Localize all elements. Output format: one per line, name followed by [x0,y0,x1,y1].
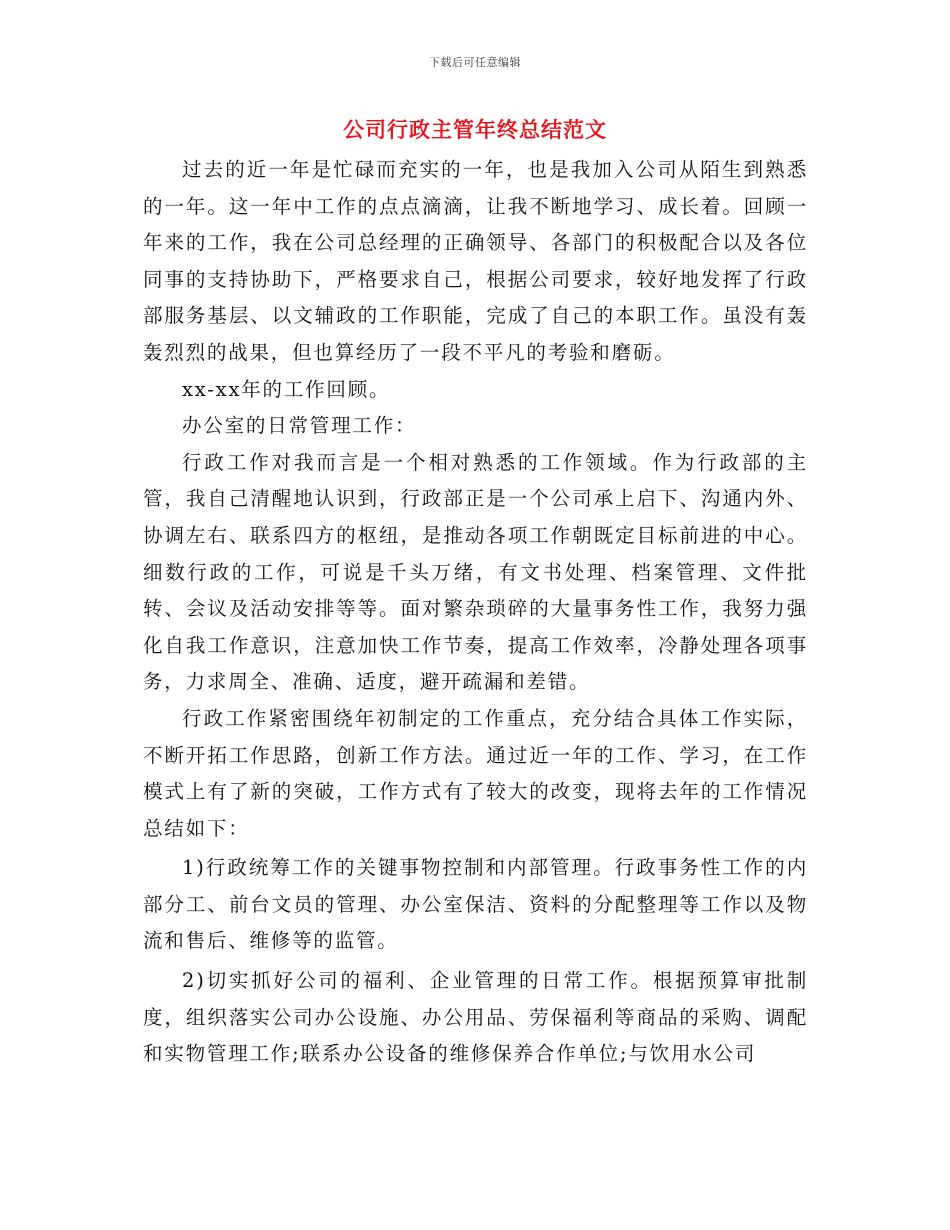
document-title: 公司行政主管年终总结范文 [343,117,607,142]
paragraph-work-summary: 行政工作紧密围绕年初制定的工作重点，充分结合具体工作实际，不断开拓工作思路，创新工作方法。通过近一年的工作、学习，在工作模式上有了新的突破，工作方式有了较大的改变，现将去年的工作情况总结如下： [143,706,808,840]
paragraph-item-1: 1)行政统筹工作的关键事物控制和内部管理。行政事务性工作的内部分工、前台文员的管理、办公室保洁、资料的分配整理等工作以及物流和售后、维修等的监管。 [143,856,808,953]
paragraph-intro: 过去的近一年是忙碌而充实的一年，也是我加入公司从陌生到熟悉的一年。这一年中工作的点点滴滴，让我不断地学习、成长着。回顾一年来的工作，我在公司总经理的正确领导、各部门的积极配合以及各位同事的支持协助下，严格要求自己，根据公司要求，较好地发挥了行政部服务基层、以文辅政的工作职能，完成了自己的本职工作。虽没有轰轰烈烈的战果，但也算经历了一段不平凡的考验和磨砺。 [143,158,808,364]
paragraph-admin-work: 行政工作对我而言是一个相对熟悉的工作领域。作为行政部的主管，我自己清醒地认识到，行政部正是一个公司承上启下、沟通内外、协调左右、联系四方的枢纽，是推动各项工作朝既定目标前进的中心。 细数行政的工作，可说是千头万绪，有文书处理、档案管理、文件批转、会议及活动安排等等。面对繁杂琐碎的大量事务性工作，我努力强化自我工作意识，注意加快工作节奏，提高工作效率，冷静处理各项事务，力求周全、准确、适度，避开疏漏和差错。 [143,450,808,694]
document-body [143,152,808,1073]
paragraph-item-2: 2)切实抓好公司的福利、企业管理的日常工作。根据预算审批制度，组织落实公司办公设施、办公用品、劳保福利等商品的采购、调配和实物管理工作;联系办公设备的维修保养合作单位;与饮用水公司 [143,969,808,1066]
header-note: 下载后可任意编辑 [429,56,521,69]
paragraph-review-heading: xx-xx年的工作回顾。 [182,377,391,401]
paragraph-office-heading: 办公室的日常管理工作： [182,414,417,438]
